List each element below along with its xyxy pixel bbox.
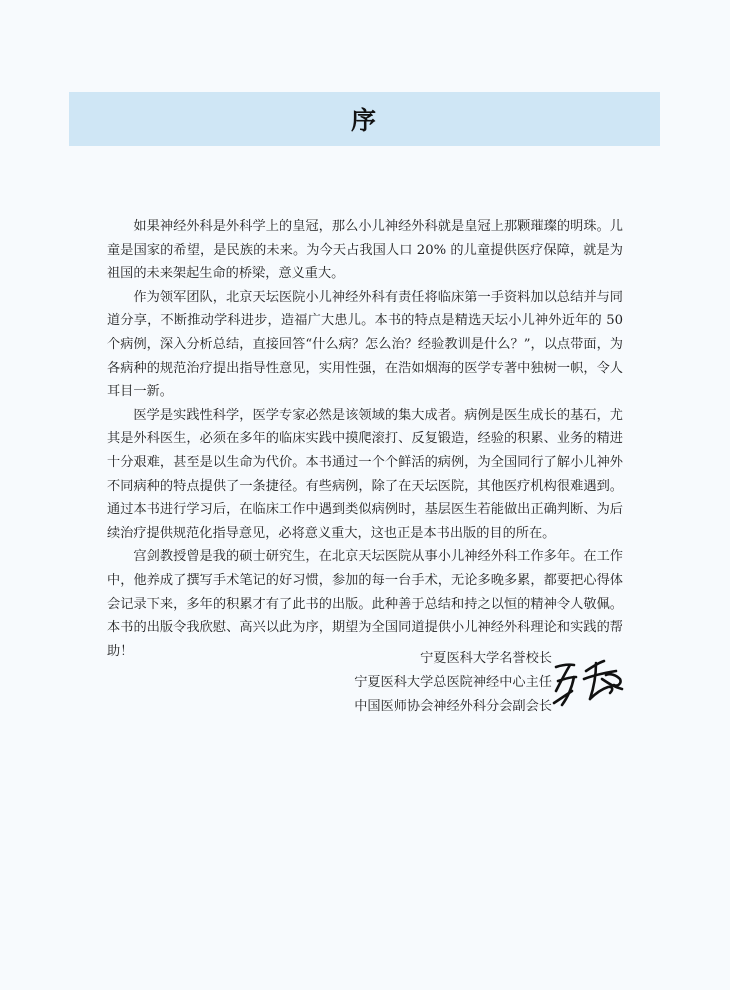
author-title-3: 中国医师协会神经外科分会副会长 [354, 699, 552, 714]
author-title-1: 宁夏医科大学名誉校长 [420, 651, 552, 666]
preface-body [107, 215, 623, 663]
title-banner [69, 92, 660, 146]
page-title: 序 [350, 106, 378, 135]
handwritten-signature [550, 653, 630, 709]
author-title-2: 宁夏医科大学总医院神经中心主任 [354, 675, 552, 690]
paragraph-1: 如果神经外科是外科学上的皇冠，那么小儿神经外科就是皇冠上那颗璀璨的明珠。儿童是国家的希望，是民族的未来。为今天占我国人口 20% 的儿童提供医疗保障，就是为祖国的未来架起生命的桥梁，意义重大。 [107, 219, 623, 282]
signature-block [330, 647, 630, 727]
paragraph-2: 作为领军团队，北京天坛医院小儿神经外科有责任将临床第一手资料加以总结并与同道分享，不断推动学科进步，造福广大患儿。本书的特点是精选天坛小儿神外近年的 50 个病例，深入分析总结，直接回答“什么病？怎么治？经验教训是什么？”，以点带面，为各病种的规范治疗提出指导性意见，实用性强，在浩如烟海的医学专著中独树一帜，令人耳目一新。 [107, 289, 623, 400]
paragraph-3: 医学是实践性科学，医学专家必然是该领域的集大成者。病例是医生成长的基石，尤其是外科医生，必须在多年的临床实践中摸爬滚打、反复锻造，经验的积累、业务的精进十分艰难，甚至是以生命为代价。本书通过一个个鲜活的病例，为全国同行了解小儿神外不同病种的特点提供了一条捷径。有些病例，除了在天坛医院，其他医疗机构很难遇到。通过本书进行学习后，在临床工作中遇到类似病例时，基层医生若能做出正确判断、为后续治疗提供规范化指导意见，必将意义重大，这也正是本书出版的目的所在。 [107, 407, 623, 541]
paragraph-4: 宫剑教授曾是我的硕士研究生，在北京天坛医院从事小儿神经外科工作多年。在工作中，他养成了撰写手术笔记的好习惯，参加的每一台手术，无论多晚多累，都要把心得体会记录下来，多年的积累才有了此书的出版。此种善于总结和持之以恒的精神令人敬佩。本书的出版令我欣慰、高兴以此为序，期望为全国同道提供小儿神经外科理论和实践的帮助！ [107, 549, 623, 659]
author-titles [354, 647, 552, 719]
